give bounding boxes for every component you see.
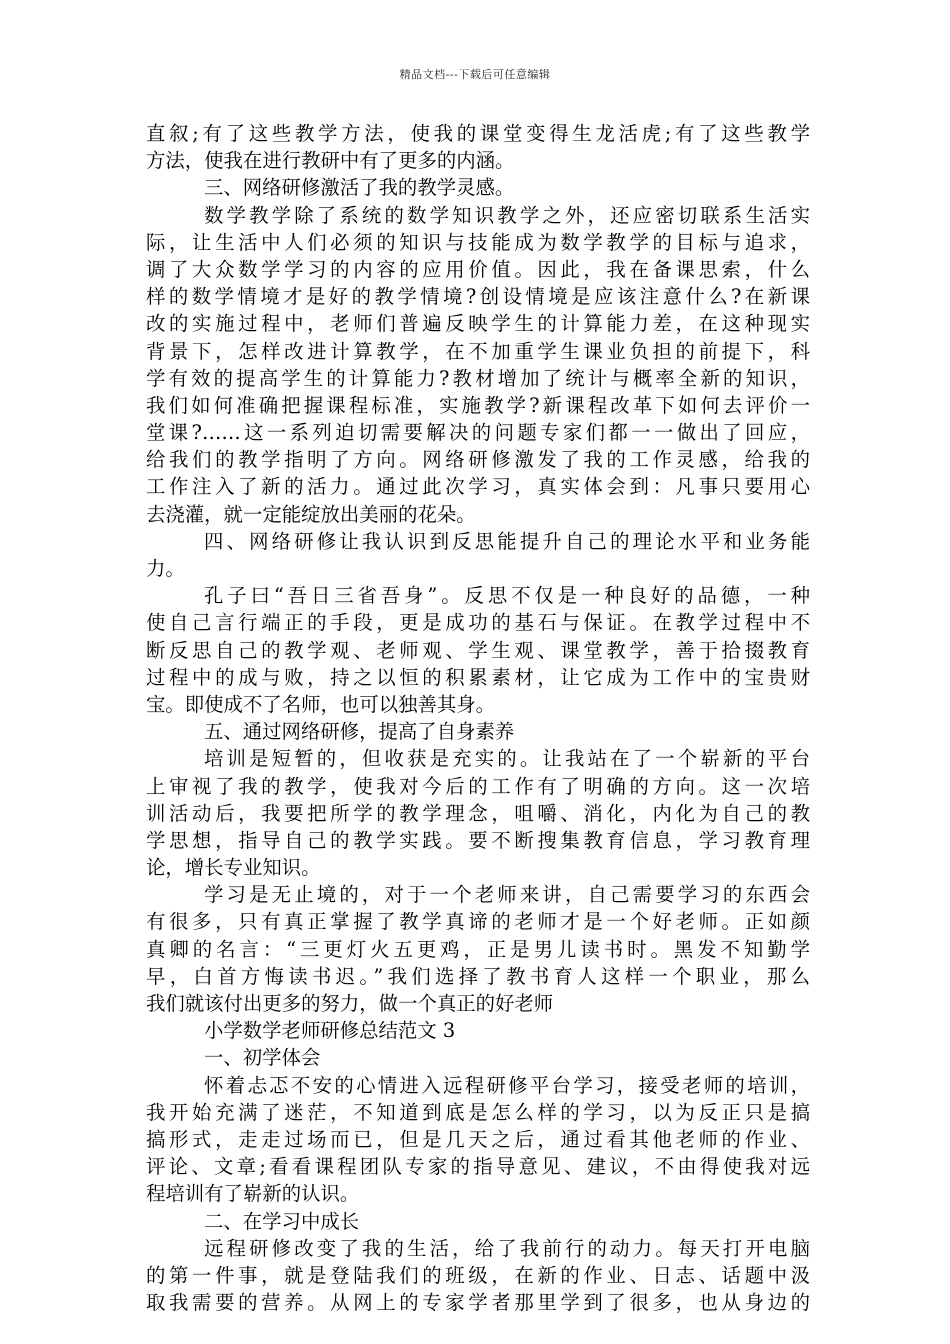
text-line: 早，白首方悔读书迟。”我们选择了教书育人这样一个职业，那么 (146, 964, 810, 988)
text-line: 我开始充满了迷茫，不知道到底是怎么样的学习，以为反正只是搞 (146, 1100, 810, 1124)
text-line: 过程中的成与败，持之以恒的积累素材，让它成为工作中的宝贵财 (146, 665, 810, 689)
text-line: 的第一件事，就是登陆我们的班级，在新的作业、日志、话题中汲 (146, 1263, 810, 1287)
text-line: 数学教学除了系统的数学知识教学之外，还应密切联系生活实 (204, 203, 810, 227)
text-line: 调了大众数学学习的内容的应用价值。因此，我在备课思索，什么 (146, 257, 810, 281)
text-line: 背景下，怎样改进计算教学，在不加重学生课业负担的前提下，科 (146, 339, 810, 363)
text-line: 我们如何准确把握课程标准，实施教学?新课程改革下如何去评价一 (146, 393, 810, 417)
text-line: 五、通过网络研修，提高了自身素养 (204, 720, 515, 744)
text-line: 一、初学体会 (204, 1046, 321, 1070)
page-header: 精品文档---下载后可任意编辑 (399, 68, 551, 81)
text-line: 小学数学老师研修总结范文 3 (204, 1019, 456, 1043)
text-line: 方法，使我在进行教研中有了更多的内涵。 (146, 149, 515, 173)
text-line: 训活动后，我要把所学的教学理念，咀嚼、消化，内化为自己的教 (146, 801, 810, 825)
text-line: 孔子曰“吾日三省吾身”。反思不仅是一种良好的品德，一种 (204, 584, 810, 608)
text-line: 二、在学习中成长 (204, 1209, 360, 1233)
text-line: 四、网络研修让我认识到反思能提升自己的理论水平和业务能 (204, 529, 810, 553)
text-line: 去浇灌，就一定能绽放出美丽的花朵。 (146, 502, 476, 526)
text-line: 工作注入了新的活力。通过此次学习，真实体会到：凡事只要用心 (146, 475, 810, 499)
text-line: 使自己言行端正的手段，更是成功的基石与保证。在教学过程中不 (146, 611, 810, 635)
text-line: 评论、文章;看看课程团队专家的指导意见、建议，不由得使我对远 (146, 1155, 810, 1179)
text-line: 培训是短暂的，但收获是充实的。让我站在了一个崭新的平台 (204, 747, 810, 771)
text-line: 给我们的教学指明了方向。网络研修激发了我的工作灵感，给我的 (146, 448, 810, 472)
document-body (146, 120, 810, 1316)
text-line: 堂课?……这一系列迫切需要解决的问题专家们都一一做出了回应， (146, 421, 810, 445)
text-line: 际，让生活中人们必须的知识与技能成为数学教学的目标与追求， (146, 230, 810, 254)
text-line: 我们就该付出更多的努力，做一个真正的好老师 (146, 992, 554, 1015)
text-line: 程培训有了崭新的认识。 (146, 1182, 360, 1206)
text-line: 力。 (146, 557, 185, 580)
text-line: 上审视了我的教学，使我对今后的工作有了明确的方向。这一次培 (146, 774, 810, 798)
text-line: 学思想，指导自己的教学实践。要不断搜集教育信息，学习教育理 (146, 828, 810, 852)
text-line: 真卿的名言：“三更灯火五更鸡，正是男儿读书时。黑发不知勤学 (146, 937, 810, 961)
text-line: 搞形式，走走过场而已，但是几天之后，通过看其他老师的作业、 (146, 1127, 810, 1151)
text-line: 怀着忐忑不安的心情进入远程研修平台学习，接受老师的培训， (204, 1073, 810, 1097)
text-line: 取我需要的营养。从网上的专家学者那里学到了很多，也从身边的 (146, 1291, 810, 1315)
text-line: 有很多，只有真正掌握了教学真谛的老师才是一个好老师。正如颜 (146, 910, 810, 934)
text-line: 直叙;有了这些教学方法，使我的课堂变得生龙活虎;有了这些教学 (146, 122, 810, 145)
text-line: 改的实施过程中，老师们普遍反映学生的计算能力差，在这种现实 (146, 312, 810, 336)
text-line: 样的数学情境才是好的教学情境?创设情境是应该注意什么?在新课 (146, 285, 810, 309)
text-line: 三、网络研修激活了我的教学灵感。 (204, 176, 515, 200)
text-line: 宝。即使成不了名师，也可以独善其身。 (146, 692, 496, 716)
text-line: 断反思自己的教学观、老师观、学生观、课堂教学，善于拾掇教育 (146, 638, 810, 662)
text-line: 学习是无止境的，对于一个老师来讲，自己需要学习的东西会 (204, 883, 810, 907)
text-line: 远程研修改变了我的生活，给了我前行的动力。每天打开电脑 (204, 1236, 810, 1260)
text-line: 学有效的提高学生的计算能力?教材增加了统计与概率全新的知识， (146, 366, 810, 390)
text-line: 论，增长专业知识。 (146, 856, 321, 880)
